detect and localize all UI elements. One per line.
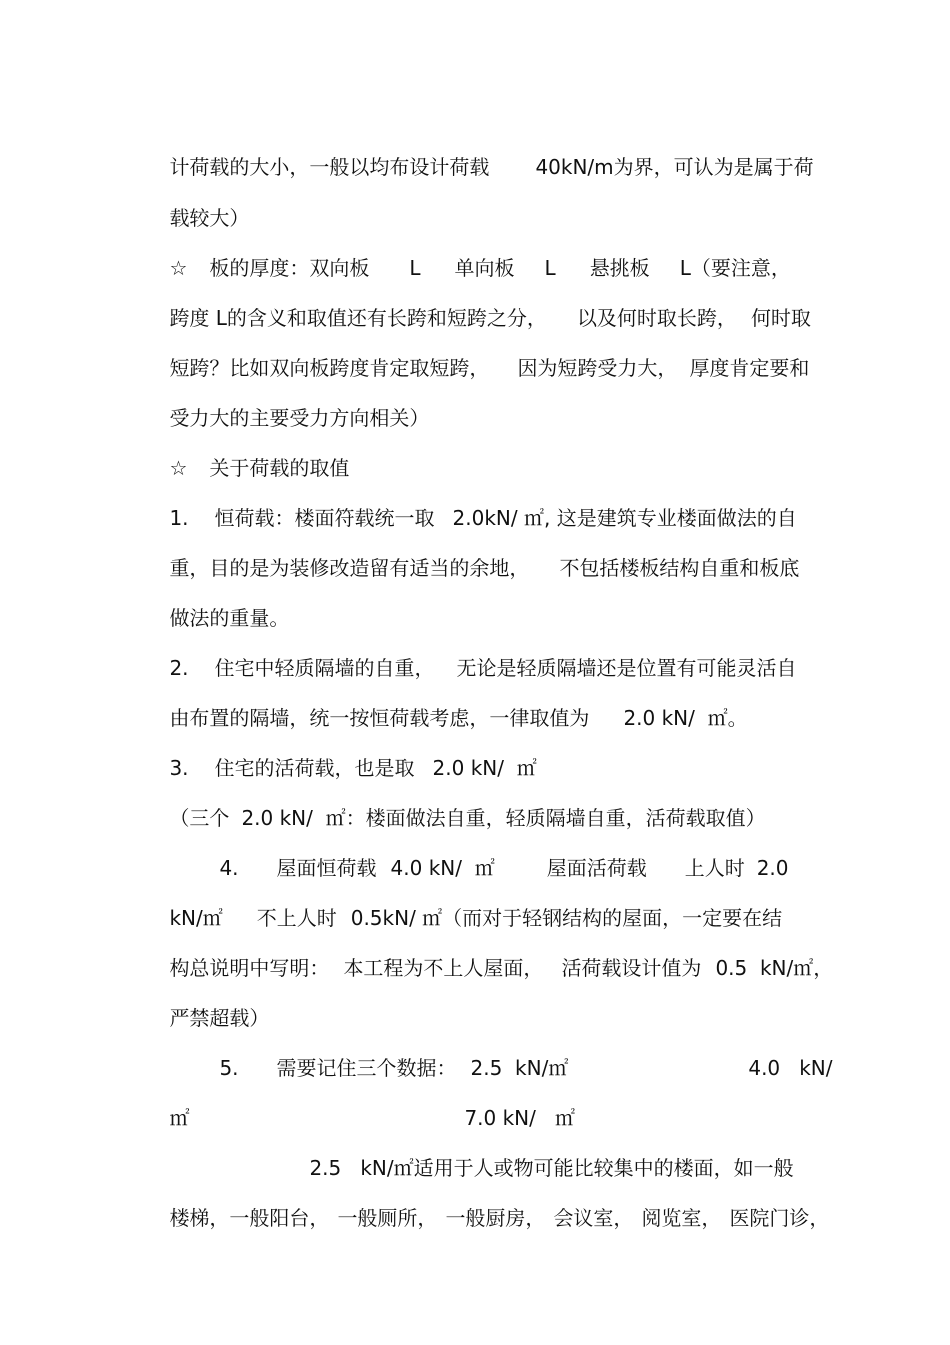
- text-segment: 上人时: [684, 856, 745, 880]
- text-segment: 医院门诊，: [729, 1206, 830, 1230]
- text-segment: 悬挑板: [589, 256, 650, 280]
- text-segment: 4.0 kN/ ㎡: [390, 856, 495, 880]
- text-segment: 一般厨房，: [445, 1206, 546, 1230]
- text-segment: 阅览室，: [641, 1206, 722, 1230]
- text-segment: ，: [813, 956, 834, 980]
- text-segment: 受力大的主要受力方向相关）: [169, 406, 430, 430]
- text-segment: 需要记住三个数据：: [276, 1056, 457, 1080]
- text-segment: 计荷载的大小，一般以均布设计荷载: [169, 155, 490, 179]
- text-segment: 2.5 kN/㎡: [470, 1056, 569, 1080]
- text-segment: 7.0 kN/ ㎡: [464, 1106, 575, 1130]
- text-segment: 关于荷载的取值: [209, 456, 350, 480]
- text-segment: 恒荷载：楼面符载统一取: [214, 506, 435, 530]
- text-segment: 住宅的活荷载，也是取: [214, 756, 415, 780]
- text-segment: 不包括楼板结构自重和板底: [559, 556, 800, 580]
- list-number: 4.: [219, 856, 239, 880]
- star-bullet: ☆: [169, 456, 188, 480]
- text-segment: 2.5 kN/㎡: [309, 1156, 414, 1180]
- text-segment: 2.0 kN/ ㎡: [241, 806, 346, 830]
- text-segment: 做法的重量。: [169, 606, 290, 630]
- text-segment: 无论是轻质隔墙还是位置有可能灵活自: [456, 656, 797, 680]
- text-segment: kN/㎡: [169, 906, 223, 930]
- text-segment: （而对于轻钢结构的屋面，一定要在结: [442, 906, 783, 930]
- list-number: 3.: [169, 756, 189, 780]
- text-segment: 不上人时: [256, 906, 337, 930]
- text-segment: 0.5 kN/㎡: [715, 956, 814, 980]
- text-segment: 0.5kN/ ㎡: [350, 906, 443, 930]
- text-segment: ：楼面做法自重，轻质隔墙自重，活荷载取值）: [345, 806, 766, 830]
- text-segment: 活荷载设计值为: [561, 956, 702, 980]
- text-segment: 一般厕所，: [337, 1206, 438, 1230]
- text-segment: , 这是建筑专业楼面做法的自: [543, 506, 797, 530]
- text-segment: 何时取: [750, 306, 811, 330]
- text-segment: 跨度 L的含义和取值还有长跨和短跨之分，: [169, 306, 547, 330]
- text-segment: 适用于人或物可能比较集中的楼面，如一般: [413, 1156, 794, 1180]
- star-bullet: ☆: [169, 256, 188, 280]
- list-number: 2.: [169, 656, 189, 680]
- text-segment: 屋面活荷载: [546, 856, 647, 880]
- text-segment: 厚度肯定要和: [689, 356, 810, 380]
- text-line: [144, 1179, 829, 1257]
- text-segment: 2.0 kN/ ㎡: [432, 756, 537, 780]
- text-segment: 板的厚度：双向板: [209, 256, 370, 280]
- text-segment: 40kN/m为界，可认为是属于荷: [535, 155, 814, 179]
- text-segment: 由布置的隔墙，统一按恒荷载考虑，一律取值为: [169, 706, 590, 730]
- text-segment: 短跨？比如双向板跨度肯定取短跨，: [169, 356, 490, 380]
- text-segment: 楼梯，一般阳台，: [169, 1206, 330, 1230]
- text-segment: 会议室，: [553, 1206, 634, 1230]
- text-segment: 载较大）: [169, 206, 250, 230]
- text-segment: 构总说明中写明：: [169, 956, 330, 980]
- text-segment: 因为短跨受力大，: [517, 356, 678, 380]
- text-segment: 2.0: [756, 856, 789, 880]
- text-segment: 2.0kN/ ㎡: [452, 506, 544, 530]
- text-segment: 本工程为不上人屋面，: [343, 956, 544, 980]
- text-segment: 屋面恒荷载: [276, 856, 377, 880]
- text-segment: L（要注意，: [679, 256, 791, 280]
- text-segment: 。: [727, 706, 748, 730]
- text-segment: L: [409, 256, 421, 280]
- text-segment: 以及何时取长跨，: [576, 306, 737, 330]
- list-number: 5.: [219, 1056, 239, 1080]
- text-segment: 2.0 kN/ ㎡: [623, 706, 728, 730]
- text-segment: 4.0 kN/: [748, 1056, 833, 1080]
- text-segment: （三个: [169, 806, 230, 830]
- text-segment: ㎡: [169, 1106, 190, 1130]
- text-segment: 单向板: [454, 256, 515, 280]
- text-segment: 住宅中轻质隔墙的自重，: [214, 656, 435, 680]
- text-segment: 重，目的是为装修改造留有适当的余地，: [169, 556, 530, 580]
- list-number: 1.: [169, 506, 189, 530]
- text-segment: L: [544, 256, 556, 280]
- text-segment: 严禁超载）: [169, 1006, 270, 1030]
